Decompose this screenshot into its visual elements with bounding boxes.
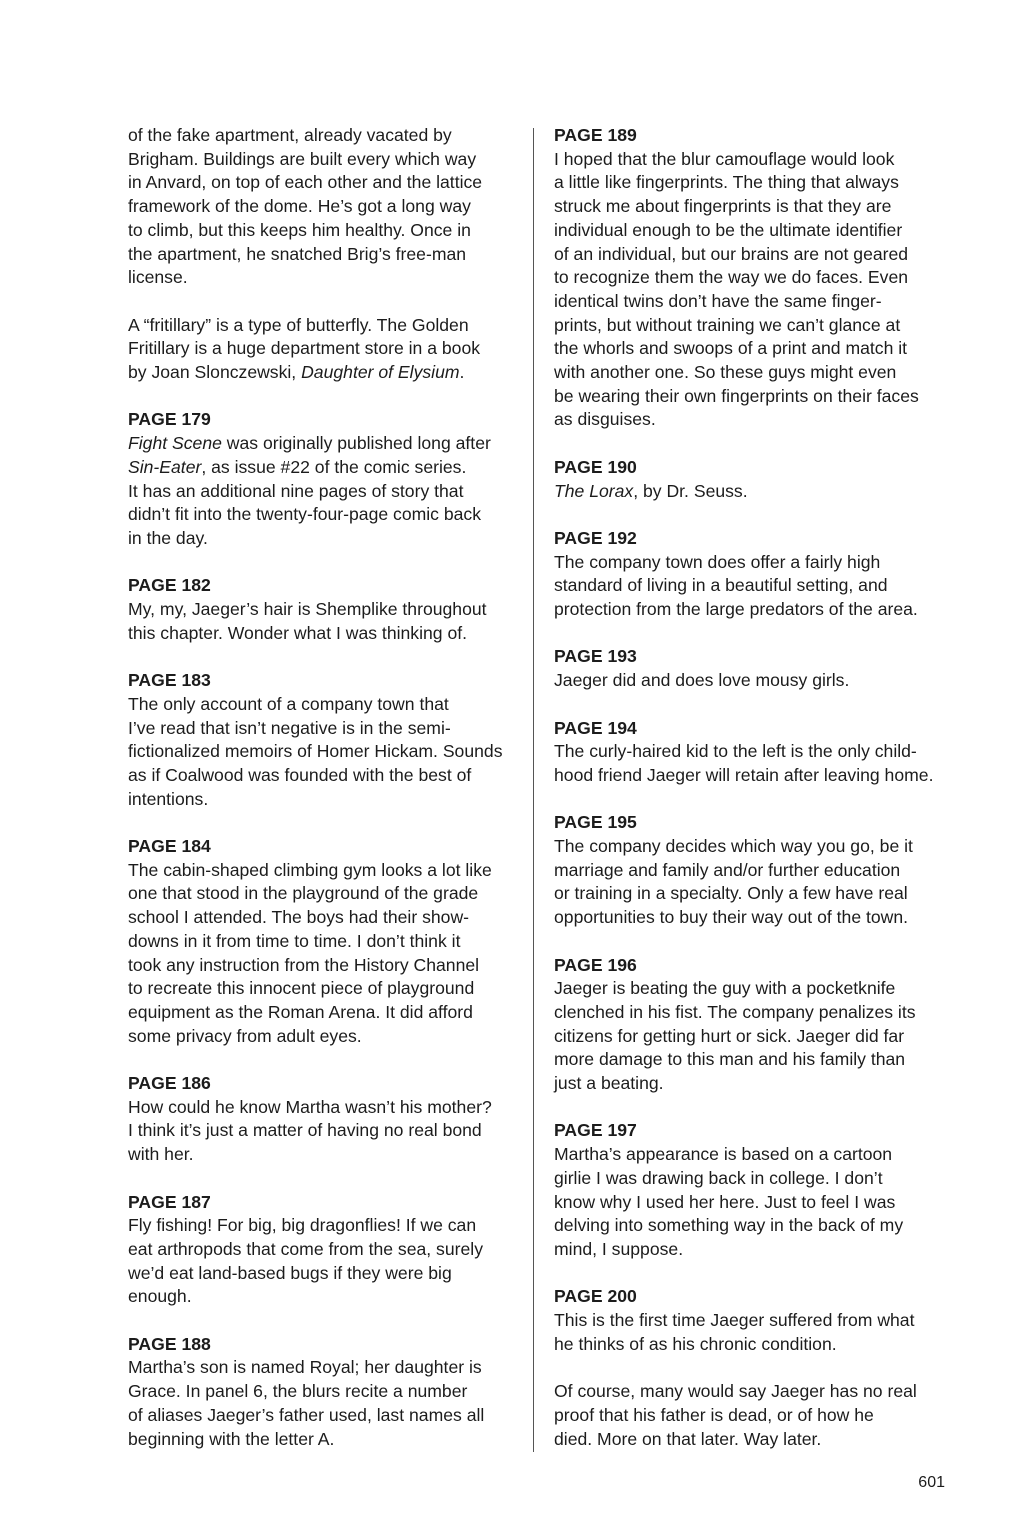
note-page-194 (554, 717, 946, 788)
intro-paragraph: of the fake apartment, already vacated by Brigham. Buildings are built every which way in Anvard, on top of each other and the lattice framework of the dome. He’s got a long way to climb, but this keeps him healthy. Once in the apartment, he snatched Brig’s free-man license. (128, 125, 483, 288)
note-body: Fly fishing! For big, big dragonflies! If we can eat arthropods that come from the sea, surely we’d eat land-based bugs if they were big enough. (128, 1215, 483, 1307)
note-page-200 (554, 1285, 946, 1356)
note-heading: PAGE 194 (554, 717, 637, 738)
note-page-192 (554, 527, 946, 622)
note-heading: PAGE 196 (554, 954, 637, 975)
note-heading: PAGE 189 (554, 125, 637, 145)
note-page-184 (128, 835, 520, 1048)
note-page-186 (128, 1072, 520, 1167)
note-body: Fight Scene was originally published long after Sin-Eater, as issue #22 of the comic series. It has an additional nine pages of story that didn’t fit into the twenty-four-page comic back in the day. (128, 433, 491, 548)
note-heading: PAGE 187 (128, 1191, 211, 1212)
note-page-183 (128, 669, 520, 811)
note-page-190 (554, 456, 946, 503)
note-body: The only account of a company town that I’ve read that isn’t negative is in the semi- fictionalized memoirs of Homer Hickam. Sounds as if Coalwood was founded with the best of intentions. (128, 693, 503, 809)
column-divider (533, 128, 534, 1452)
note-heading: PAGE 200 (554, 1286, 637, 1307)
note-body: Jaeger is beating the guy with a pocketknife clenched in his fist. The company penalizes its citizens for getting hurt or sick. Jaeger did far more damage to this man and his family than just a beating. (554, 978, 916, 1094)
note-heading: PAGE 193 (554, 646, 637, 667)
right-column (554, 124, 946, 1475)
note-heading: PAGE 182 (128, 575, 211, 596)
note-body: The cabin-shaped climbing gym looks a lot like one that stood in the playground of the grade school I attended. The boys had their show- downs in it from time to time. I don’t think it took any instruction from the History Channel to recreate this innocent piece of playground equipment as the Roman Arena. It did afford some privacy from adult eyes. (128, 859, 492, 1046)
note-page-195 (554, 811, 946, 930)
note-body: I hoped that the blur camouflage would look a little like fingerprints. The thing that always struck me about fingerprints is that they are individual enough to be the ultimate identifier of an individual, but our brains are not geared to recognize them the way we do faces. Even identical twins don’t have the same finger- prints, but without training we can’t glance at the whorls and swoops of a print and match it with another one. So these guys might even be wearing their own fingerprints on their faces as disguises. (554, 148, 919, 430)
note-heading: PAGE 195 (554, 812, 637, 833)
note-body: This is the first time Jaeger suffered from what he thinks of as his chronic condition. (554, 1310, 915, 1354)
note-heading: PAGE 188 (128, 1333, 211, 1354)
fritillary-text: A “fritillary” is a type of butterfly. The Golden Fritillary is a huge department store in a book by Joan Slonczewski, (128, 314, 481, 383)
note-page-187 (128, 1191, 520, 1310)
note-body: Martha’s son is named Royal; her daughter is Grace. In panel 6, the blurs recite a number of aliases Jaeger’s father used, last names all beginning with the letter A. (128, 1357, 485, 1449)
note-heading: PAGE 190 (554, 456, 637, 477)
book-title: Daughter of Elysium (301, 362, 460, 383)
note-heading: PAGE 179 (128, 409, 211, 430)
left-column (128, 124, 520, 1475)
note-page-196 (554, 954, 946, 1096)
note-body: How could he know Martha wasn’t his mother? I think it’s just a matter of having no real bond with her. (128, 1096, 492, 1165)
note-body: The curly-haired kid to the left is the only child- hood friend Jaeger will retain after leaving home. (554, 741, 934, 785)
note-heading: PAGE 192 (554, 527, 637, 548)
note-body: Jaeger did and does love mousy girls. (554, 670, 850, 691)
note-page-189 (554, 124, 946, 432)
note-heading: PAGE 197 (554, 1120, 637, 1141)
fritillary-paragraph: A “fritillary” is a type of butterfly. The Golden Fritillary is a huge department store in a book by Joan Slonczewski, Daughter of Elysium. (128, 314, 481, 383)
note-heading: PAGE 186 (128, 1073, 211, 1094)
note-body: Martha’s appearance is based on a cartoon girlie I was drawing back in college. I don’t know why I used her here. Just to feel I was delving into something way in the back of my mind, I suppose. (554, 1144, 904, 1259)
closing-paragraph: Of course, many would say Jaeger has no real proof that his father is dead, or of how he died. More on that later. Way later. (554, 1381, 917, 1449)
note-page-197 (554, 1119, 946, 1261)
note-page-193 (554, 645, 946, 692)
note-body: The company decides which way you go, be it marriage and family and/or further education or training in a specialty. Only a few have real opportunities to buy their way out of the town. (554, 836, 913, 928)
note-heading: PAGE 184 (128, 836, 211, 857)
note-heading: PAGE 183 (128, 670, 211, 691)
note-body: The company town does offer a fairly high standard of living in a beautiful setting, and protection from the large predators of the area. (554, 551, 918, 620)
page-number: 601 (918, 1474, 945, 1491)
note-page-188 (128, 1333, 520, 1452)
note-page-179 (128, 408, 520, 550)
note-body: The Lorax, by Dr. Seuss. (554, 480, 748, 501)
note-body: My, my, Jaeger’s hair is Shemplike throughout this chapter. Wonder what I was thinking of. (128, 599, 487, 643)
note-page-182 (128, 574, 520, 645)
